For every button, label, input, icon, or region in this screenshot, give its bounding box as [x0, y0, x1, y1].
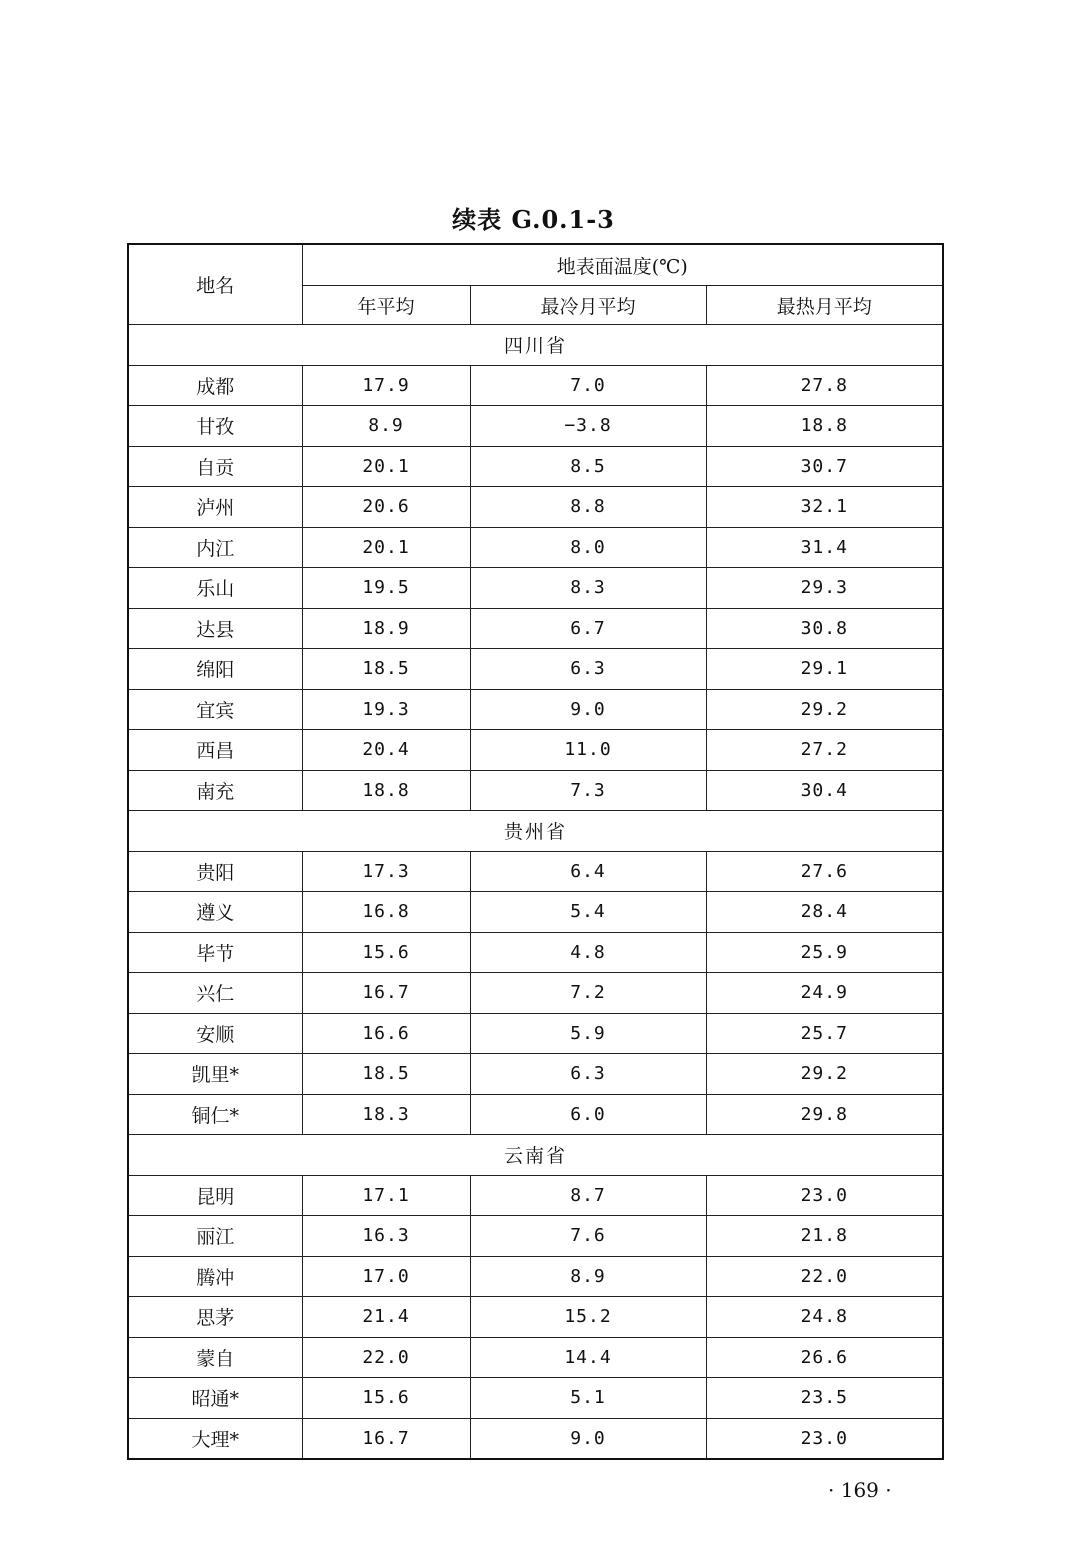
place-name-cell: 思茅	[128, 1297, 302, 1338]
table-row	[128, 1054, 943, 1095]
coldest-month-cell: 7.2	[470, 973, 706, 1014]
annual-average-cell: 21.4	[302, 1297, 470, 1338]
place-name-cell: 丽江	[128, 1216, 302, 1257]
annual-average-cell: 20.6	[302, 487, 470, 528]
coldest-month-cell: 9.0	[470, 1418, 706, 1459]
table-row	[128, 487, 943, 528]
table-row	[128, 1216, 943, 1257]
place-name-cell: 安顺	[128, 1013, 302, 1054]
table-row	[128, 1094, 943, 1135]
coldest-month-cell: −3.8	[470, 406, 706, 447]
hottest-month-cell: 18.8	[706, 406, 943, 447]
hottest-month-cell: 29.8	[706, 1094, 943, 1135]
header-coldest-month-average: 最冷月平均	[470, 286, 706, 325]
annual-average-cell: 19.3	[302, 689, 470, 730]
annual-average-cell: 8.9	[302, 406, 470, 447]
coldest-month-cell: 7.0	[470, 365, 706, 406]
place-name-cell: 蒙自	[128, 1337, 302, 1378]
table-row	[128, 1175, 943, 1216]
place-name-cell: 凯里*	[128, 1054, 302, 1095]
table-row	[128, 446, 943, 487]
coldest-month-cell: 5.9	[470, 1013, 706, 1054]
annual-average-cell: 18.5	[302, 1054, 470, 1095]
table-row	[128, 730, 943, 771]
place-name-cell: 泸州	[128, 487, 302, 528]
hottest-month-cell: 30.4	[706, 770, 943, 811]
table-row	[128, 1378, 943, 1419]
table-row	[128, 1013, 943, 1054]
coldest-month-cell: 7.3	[470, 770, 706, 811]
header-place-name: 地名	[128, 244, 302, 325]
province-row	[128, 1135, 943, 1176]
table-row	[128, 932, 943, 973]
table-body	[128, 325, 943, 1460]
coldest-month-cell: 11.0	[470, 730, 706, 771]
place-name-cell: 兴仁	[128, 973, 302, 1014]
coldest-month-cell: 15.2	[470, 1297, 706, 1338]
annual-average-cell: 16.7	[302, 1418, 470, 1459]
annual-average-cell: 20.4	[302, 730, 470, 771]
hottest-month-cell: 24.8	[706, 1297, 943, 1338]
hottest-month-cell: 23.0	[706, 1175, 943, 1216]
hottest-month-cell: 29.2	[706, 689, 943, 730]
table-row	[128, 892, 943, 933]
table-row	[128, 406, 943, 447]
coldest-month-cell: 6.4	[470, 851, 706, 892]
annual-average-cell: 17.1	[302, 1175, 470, 1216]
header-hottest-month-average: 最热月平均	[706, 286, 943, 325]
hottest-month-cell: 31.4	[706, 527, 943, 568]
hottest-month-cell: 29.2	[706, 1054, 943, 1095]
coldest-month-cell: 8.0	[470, 527, 706, 568]
annual-average-cell: 20.1	[302, 527, 470, 568]
table-row	[128, 1418, 943, 1459]
place-name-cell: 昭通*	[128, 1378, 302, 1419]
province-label: 贵州省	[128, 811, 943, 852]
table-row	[128, 649, 943, 690]
annual-average-cell: 17.3	[302, 851, 470, 892]
page-number: · 169 ·	[828, 1478, 892, 1502]
annual-average-cell: 17.9	[302, 365, 470, 406]
coldest-month-cell: 6.0	[470, 1094, 706, 1135]
place-name-cell: 甘孜	[128, 406, 302, 447]
header-annual-average: 年平均	[302, 286, 470, 325]
hottest-month-cell: 30.7	[706, 446, 943, 487]
hottest-month-cell: 24.9	[706, 973, 943, 1014]
hottest-month-cell: 27.8	[706, 365, 943, 406]
annual-average-cell: 22.0	[302, 1337, 470, 1378]
coldest-month-cell: 5.1	[470, 1378, 706, 1419]
place-name-cell: 绵阳	[128, 649, 302, 690]
hottest-month-cell: 30.8	[706, 608, 943, 649]
place-name-cell: 西昌	[128, 730, 302, 771]
annual-average-cell: 16.8	[302, 892, 470, 933]
annual-average-cell: 19.5	[302, 568, 470, 609]
table-row	[128, 973, 943, 1014]
coldest-month-cell: 6.3	[470, 649, 706, 690]
hottest-month-cell: 26.6	[706, 1337, 943, 1378]
coldest-month-cell: 14.4	[470, 1337, 706, 1378]
annual-average-cell: 16.7	[302, 973, 470, 1014]
coldest-month-cell: 8.9	[470, 1256, 706, 1297]
place-name-cell: 贵阳	[128, 851, 302, 892]
table-row	[128, 851, 943, 892]
annual-average-cell: 20.1	[302, 446, 470, 487]
surface-temperature-table	[127, 243, 944, 1460]
table-row	[128, 1337, 943, 1378]
coldest-month-cell: 7.6	[470, 1216, 706, 1257]
annual-average-cell: 18.8	[302, 770, 470, 811]
table-title: 续表 G.0.1-3	[452, 205, 615, 234]
coldest-month-cell: 6.7	[470, 608, 706, 649]
table-row	[128, 608, 943, 649]
hottest-month-cell: 29.1	[706, 649, 943, 690]
hottest-month-cell: 22.0	[706, 1256, 943, 1297]
hottest-month-cell: 28.4	[706, 892, 943, 933]
table-row	[128, 365, 943, 406]
place-name-cell: 成都	[128, 365, 302, 406]
annual-average-cell: 15.6	[302, 1378, 470, 1419]
annual-average-cell: 15.6	[302, 932, 470, 973]
header-surface-temperature: 地表面温度(℃)	[302, 244, 943, 286]
table-row	[128, 1256, 943, 1297]
place-name-cell: 遵义	[128, 892, 302, 933]
hottest-month-cell: 25.7	[706, 1013, 943, 1054]
province-label: 云南省	[128, 1135, 943, 1176]
annual-average-cell: 17.0	[302, 1256, 470, 1297]
province-label: 四川省	[128, 325, 943, 366]
coldest-month-cell: 6.3	[470, 1054, 706, 1095]
hottest-month-cell: 29.3	[706, 568, 943, 609]
hottest-month-cell: 23.0	[706, 1418, 943, 1459]
annual-average-cell: 16.6	[302, 1013, 470, 1054]
place-name-cell: 铜仁*	[128, 1094, 302, 1135]
coldest-month-cell: 8.3	[470, 568, 706, 609]
place-name-cell: 乐山	[128, 568, 302, 609]
coldest-month-cell: 5.4	[470, 892, 706, 933]
annual-average-cell: 18.9	[302, 608, 470, 649]
place-name-cell: 大理*	[128, 1418, 302, 1459]
place-name-cell: 毕节	[128, 932, 302, 973]
hottest-month-cell: 25.9	[706, 932, 943, 973]
table-row	[128, 568, 943, 609]
annual-average-cell: 18.5	[302, 649, 470, 690]
coldest-month-cell: 9.0	[470, 689, 706, 730]
coldest-month-cell: 8.7	[470, 1175, 706, 1216]
annual-average-cell: 18.3	[302, 1094, 470, 1135]
hottest-month-cell: 27.2	[706, 730, 943, 771]
place-name-cell: 南充	[128, 770, 302, 811]
table-row	[128, 770, 943, 811]
place-name-cell: 自贡	[128, 446, 302, 487]
annual-average-cell: 16.3	[302, 1216, 470, 1257]
coldest-month-cell: 8.8	[470, 487, 706, 528]
coldest-month-cell: 8.5	[470, 446, 706, 487]
table-row	[128, 689, 943, 730]
province-row	[128, 811, 943, 852]
hottest-month-cell: 21.8	[706, 1216, 943, 1257]
hottest-month-cell: 23.5	[706, 1378, 943, 1419]
place-name-cell: 腾冲	[128, 1256, 302, 1297]
place-name-cell: 内江	[128, 527, 302, 568]
table-row	[128, 527, 943, 568]
hottest-month-cell: 32.1	[706, 487, 943, 528]
table-row	[128, 1297, 943, 1338]
place-name-cell: 宜宾	[128, 689, 302, 730]
coldest-month-cell: 4.8	[470, 932, 706, 973]
place-name-cell: 昆明	[128, 1175, 302, 1216]
province-row	[128, 325, 943, 366]
place-name-cell: 达县	[128, 608, 302, 649]
hottest-month-cell: 27.6	[706, 851, 943, 892]
